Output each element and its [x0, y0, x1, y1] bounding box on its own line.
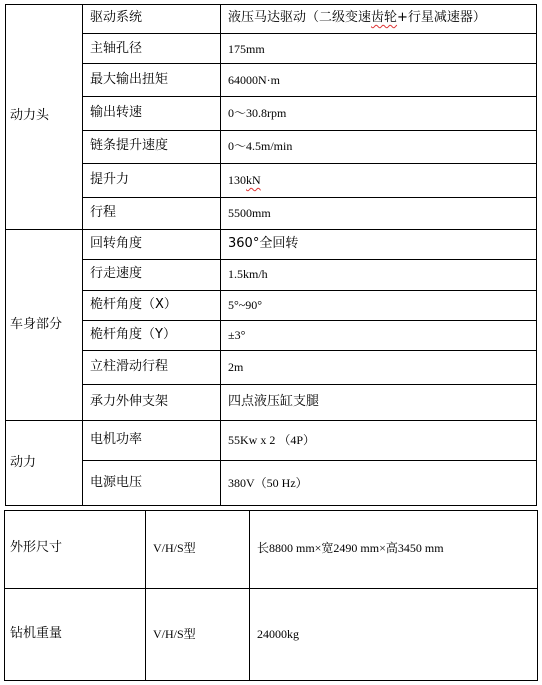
- row-value: 0～4.5m/min: [228, 139, 293, 153]
- row-label: 链条提升速度: [90, 138, 169, 153]
- row-label: 输出转速: [90, 105, 143, 120]
- row-value: 55Kw x 2 （4P）: [228, 433, 316, 447]
- row-value: [228, 10, 486, 26]
- row-label: 行程: [90, 205, 117, 220]
- row-value: 2m: [228, 360, 244, 374]
- row-value: 5500mm: [228, 206, 271, 220]
- row-value: 1.5km/h: [228, 267, 268, 281]
- row-label: 回转角度: [90, 236, 143, 251]
- row-value-text: +行星减速器）: [397, 10, 486, 25]
- row-label: 主轴孔径: [90, 41, 143, 56]
- weight-label: 钻机重量: [10, 626, 63, 641]
- group-label-body: 车身部分: [10, 317, 63, 332]
- row-value: 5°~90°: [228, 298, 263, 312]
- row-label: 桅杆角度（Y）: [90, 327, 176, 342]
- row-value: 0～30.8rpm: [228, 106, 287, 120]
- row-label: 驱动系统: [90, 10, 143, 25]
- group-label-power-head: 动力头: [10, 108, 50, 123]
- row-value-flagged-text: kN: [246, 173, 261, 187]
- row-value: 四点液压缸支腿: [228, 394, 320, 409]
- group-label-power: 动力: [10, 455, 37, 470]
- row-value: 380V（50 Hz）: [228, 476, 308, 490]
- model-label: V/H/S型: [153, 627, 196, 641]
- weight-value: 24000kg: [257, 627, 299, 641]
- row-label: 电源电压: [90, 475, 143, 490]
- row-value-flagged-text: 齿轮: [371, 10, 398, 25]
- row-label: 桅杆角度（X）: [90, 297, 177, 312]
- row-value-text: 液压马达驱动（二级变速: [228, 10, 372, 25]
- row-label: 提升力: [90, 172, 130, 187]
- row-value: 175mm: [228, 42, 265, 56]
- row-value: ±3°: [228, 328, 246, 342]
- row-label: 承力外伸支架: [90, 394, 169, 409]
- row-value-text: 130: [228, 173, 246, 187]
- row-value: [228, 172, 261, 188]
- dimension-value: 长8800 mm×宽2490 mm×高3450 mm: [257, 541, 444, 555]
- row-label: 电机功率: [90, 432, 143, 447]
- row-label: 行走速度: [90, 266, 143, 281]
- row-label: 立柱滑动行程: [90, 359, 169, 374]
- row-label: 最大输出扭矩: [90, 72, 169, 87]
- model-label: V/H/S型: [153, 541, 196, 555]
- dimension-label: 外形尺寸: [10, 540, 63, 555]
- row-value: 360°全回转: [228, 236, 299, 251]
- row-value: 64000N·m: [228, 73, 280, 87]
